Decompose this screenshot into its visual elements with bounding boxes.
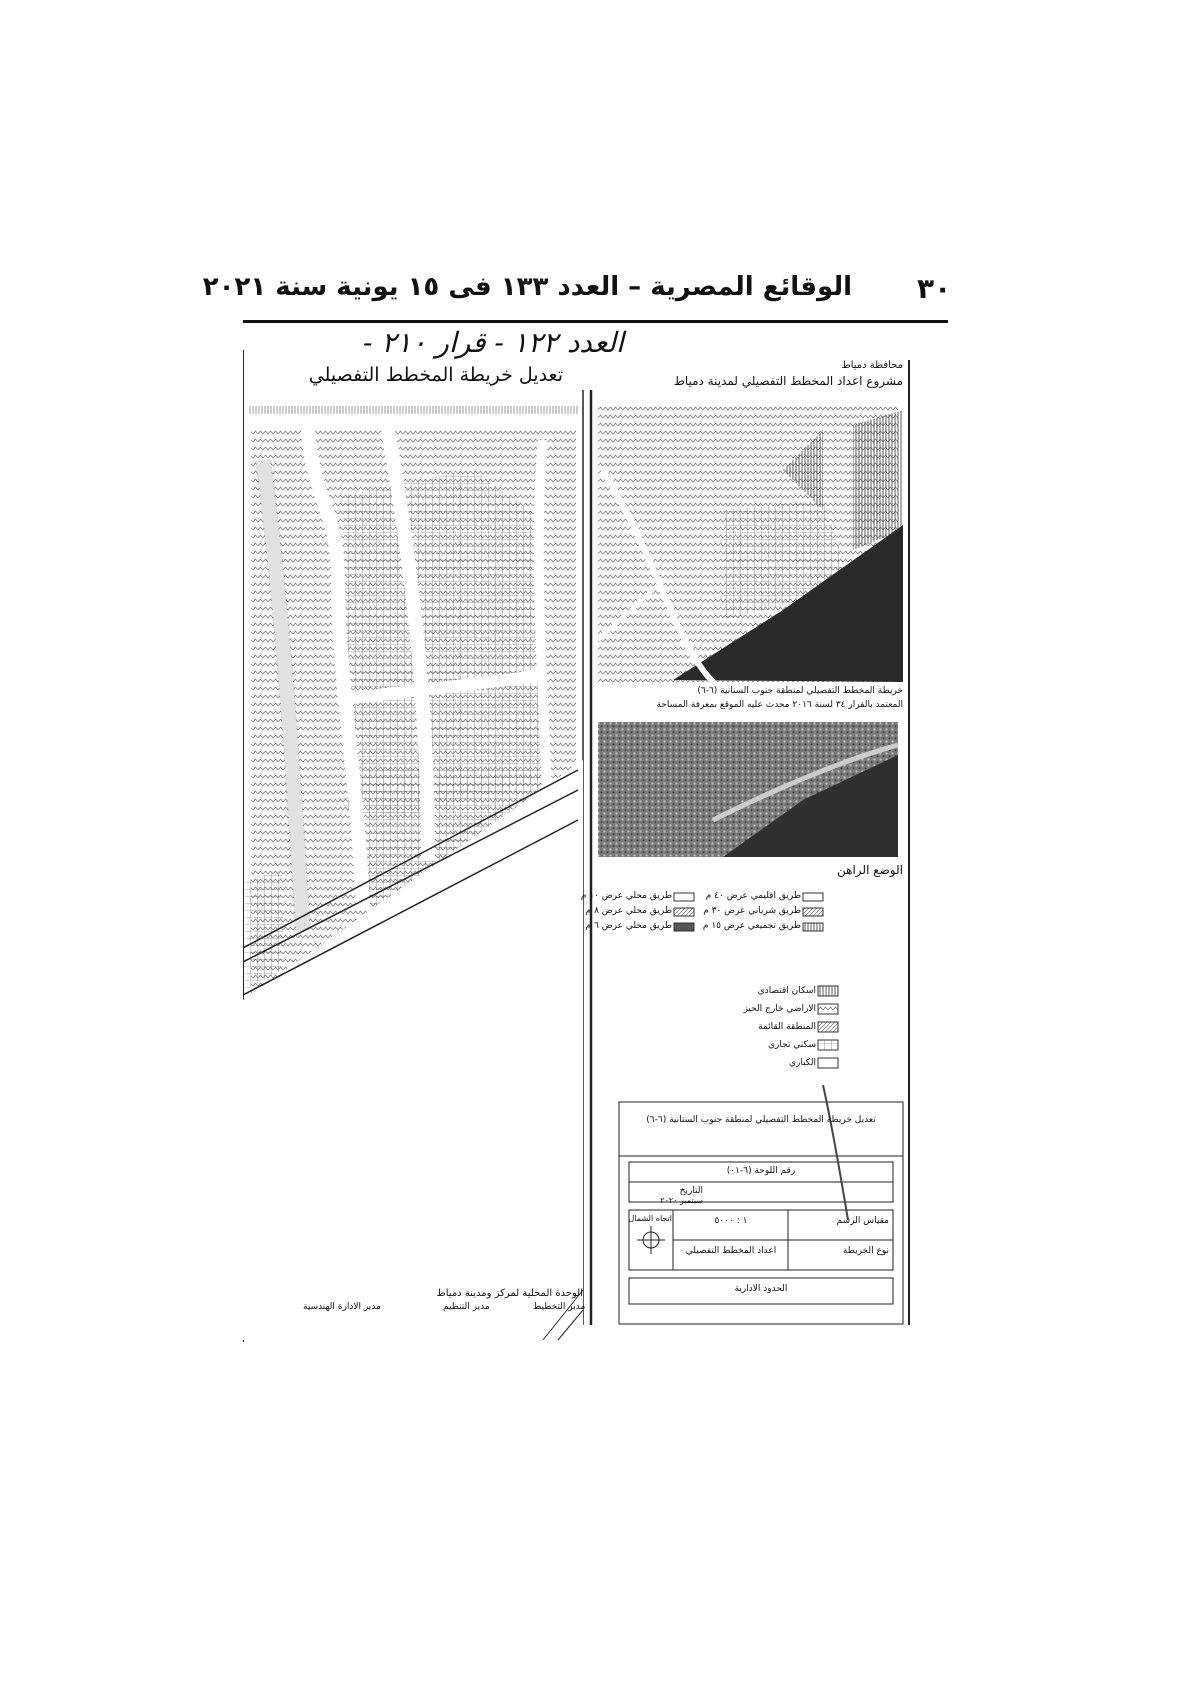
signature-engineering: مدير الادارة الهندسية (303, 1302, 381, 1312)
page-number: ٣٠ (917, 272, 952, 305)
satellite-image (598, 722, 898, 857)
legend-residential-commercial: سكني تجاري (767, 1040, 816, 1050)
legend-bridges: الكباري (788, 1058, 816, 1068)
governorate-label: محافظة دمياط (841, 360, 903, 371)
legend-road-local-10: طريق محلي عرض ١٠ م (580, 891, 672, 901)
planning-sheet (243, 326, 913, 1342)
handwritten-reference: العدد ١٢٢ - قرار ٢١٠ - (363, 326, 624, 359)
signature-organization: مدير التنظيم (443, 1302, 490, 1312)
legend-economic-housing: اسكان اقتصادي (757, 986, 816, 996)
title-block-map-type: اعداد المخطط التفصيلي (685, 1246, 777, 1256)
map-caption-1: خريطة المخطط التفصيلي لمنطقة جنوب السنانية (٦-٦) (697, 686, 903, 696)
page-header: الوقائع المصرية – العدد ١٣٣ فى ١٥ يونية سنة ٢٠٢١ (202, 272, 852, 302)
signature-planning: مدير التخطيط (533, 1302, 586, 1312)
title-block-sheet-number: رقم اللوحة (٦-٠١) (726, 1166, 796, 1176)
title-block-date: سبتمبر ٢٠٢٠ (660, 1196, 703, 1205)
title-block-scale: ١ : ٥٠٠٠ (714, 1216, 748, 1226)
legend-road-arterial: طريق شرياني عرض ٣٠ م (703, 906, 801, 916)
title-block-footer: الحدود الادارية (734, 1284, 788, 1294)
header-rule (243, 320, 948, 323)
left-detailed-map (243, 406, 586, 1340)
key-map (598, 402, 903, 682)
current-state-label: الوضع الراهن (837, 863, 903, 877)
title-block-map-type-label: نوع الخريطة (842, 1246, 889, 1256)
left-footer-org: الوحدة المحلية لمركز ومدينة دمياط (436, 1288, 583, 1299)
legend-road-collector: طريق تجميعي عرض ١٥ م (702, 921, 801, 931)
legend-road-local-8: طريق محلي عرض ٨ م (585, 906, 672, 916)
sheet-graphics (243, 350, 913, 1342)
title-block-title: تعديل خريطة المخطط التفصيلي لمنطقة جنوب السنانية (٦-٦) (646, 1115, 876, 1125)
legend-outside-boundary: الاراضي خارج الحيز (743, 1004, 816, 1014)
project-label: مشروع اعداد المخطط التفصيلي لمدينة دمياط (673, 374, 903, 388)
legend-road-local-6: طريق محلي عرض ٦ م (585, 921, 672, 931)
title-block-scale-label: مقياس الرسم (836, 1216, 889, 1226)
left-map-title: تعديل خريطة المخطط التفصيلي (308, 364, 563, 386)
north-arrow-label: اتجاه الشمال (628, 1214, 672, 1223)
title-block-date-label: التاريخ (679, 1186, 703, 1196)
legend-existing-area: المنطقة القائمة (758, 1022, 816, 1032)
legend-road-regional: طريق اقليمي عرض ٤٠ م (705, 891, 801, 901)
map-caption-2: المعتمد بالقرار ٣٤ لسنة ٢٠١٦ محدث عليه الموقع بمعرفة المساحة (656, 700, 903, 710)
